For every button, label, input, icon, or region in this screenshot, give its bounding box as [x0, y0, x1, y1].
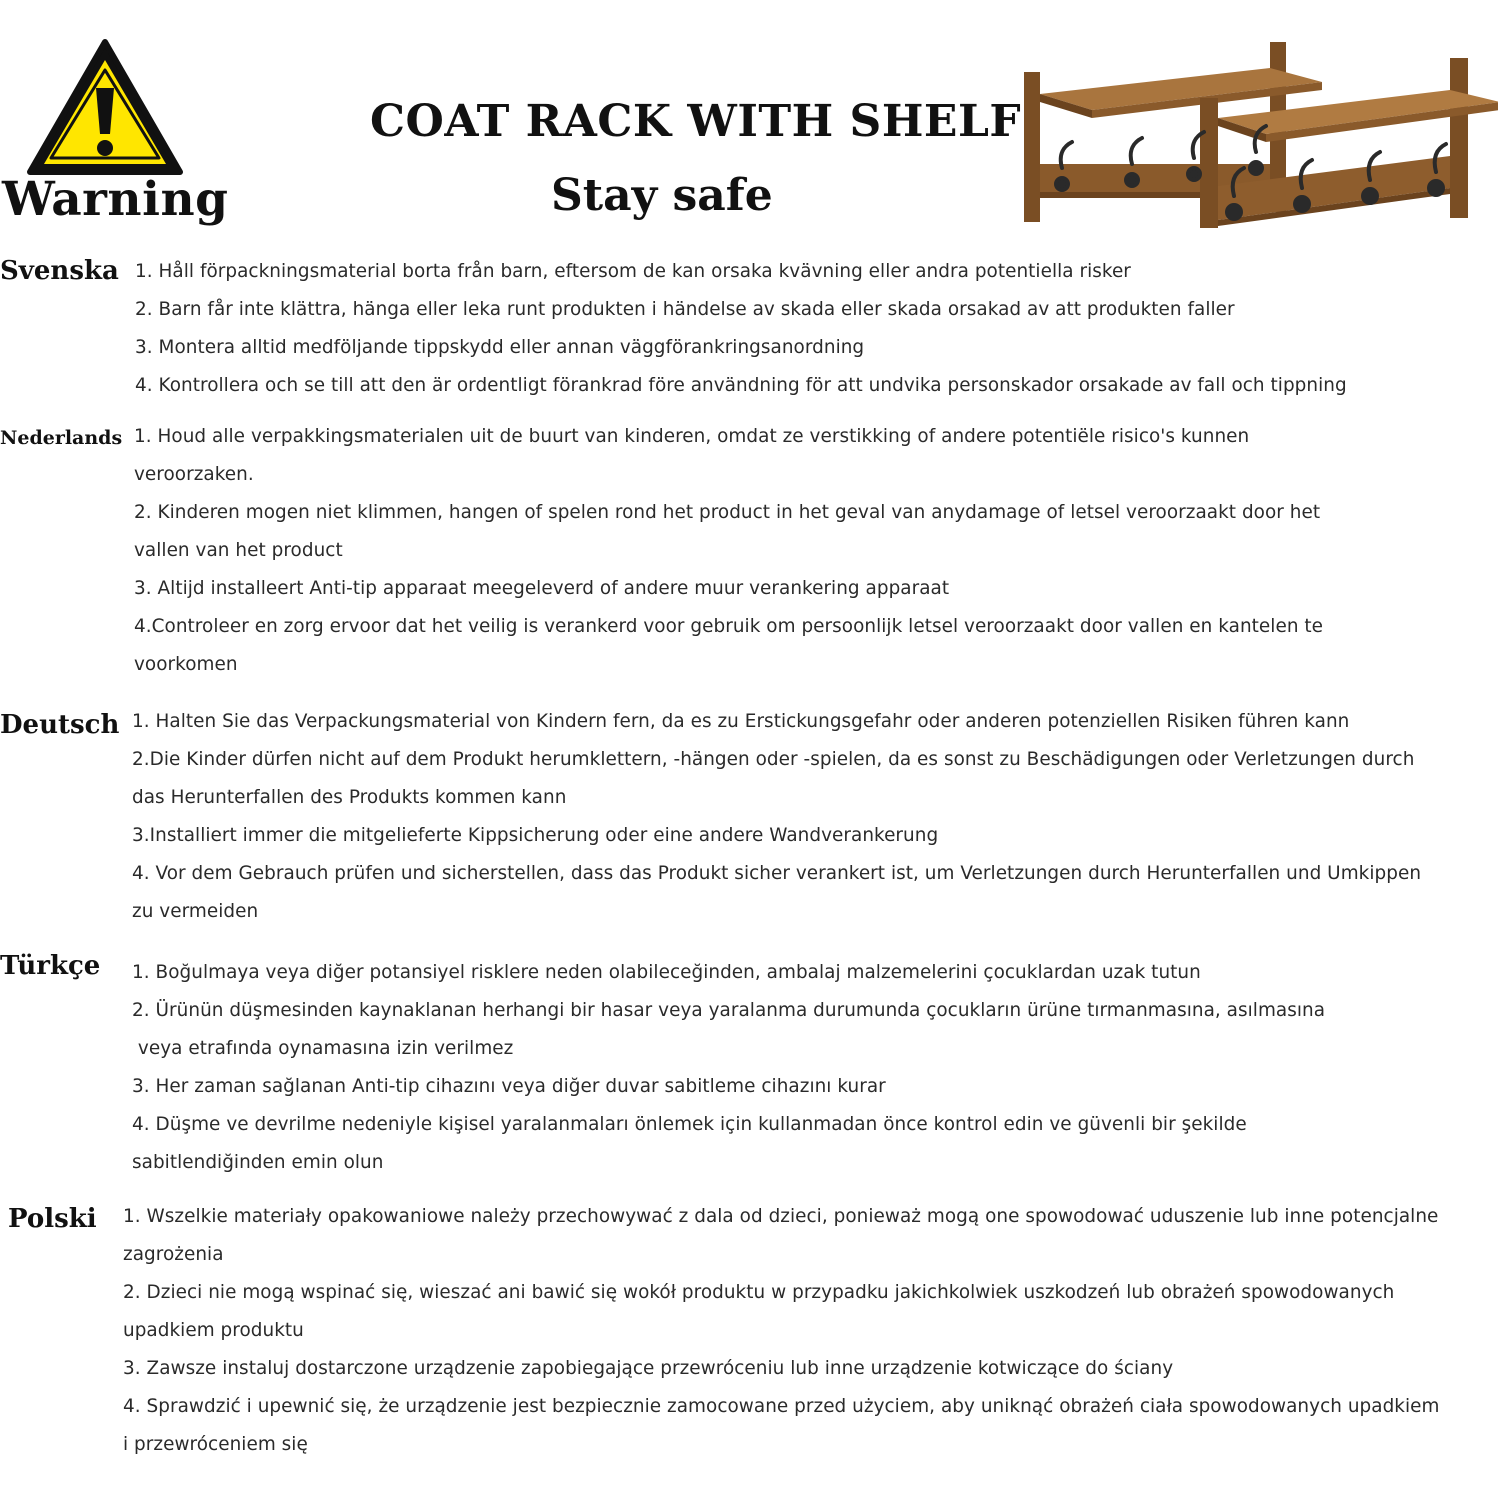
- deutsch-line-6: zu vermeiden: [132, 901, 259, 922]
- svenska-line-2: 2. Barn får inte klättra, hänga eller leka runt produkten i händelse av skada eller skada orsakad av att produkten faller: [135, 299, 1235, 320]
- polski-line-4: upadkiem produktu: [123, 1320, 304, 1341]
- polski-line-7: i przewróceniem się: [123, 1434, 308, 1455]
- polski-line-1: 1. Wszelkie materiały opakowaniowe należy przechowywać z dala od dzieci, ponieważ mogą one spowodować uduszenie lub inne potencjalne: [123, 1206, 1439, 1227]
- nederlands-line-1: 1. Houd alle verpakkingsmaterialen uit de buurt van kinderen, omdat ze verstikking of andere potentiële risico's kunnen: [134, 426, 1250, 447]
- language-heading-deutsch: Deutsch: [0, 710, 120, 740]
- deutsch-line-2: 2.Die Kinder dürfen nicht auf dem Produkt herumklettern, -hängen oder -spielen, da es sonst zu Beschädigungen oder Verletzungen durch: [132, 749, 1415, 770]
- polski-line-3: 2. Dzieci nie mogą wspinać się, wieszać ani bawić się wokół produktu w przypadku jakichkolwiek uszkodzeń lub obrażeń spowodowanych: [123, 1282, 1395, 1303]
- warning-triangle-icon: [26, 38, 184, 178]
- polski-line-2: zagrożenia: [123, 1244, 224, 1265]
- nederlands-line-4: vallen van het product: [134, 540, 343, 561]
- document-title: COAT RACK WITH SHELF: [370, 96, 1022, 147]
- language-heading-svenska: Svenska: [0, 256, 119, 286]
- svenska-line-3: 3. Montera alltid medföljande tippskydd eller annan väggförankringsanordning: [135, 337, 865, 358]
- deutsch-line-1: 1. Halten Sie das Verpackungsmaterial von Kindern fern, da es zu Erstickungsgefahr oder anderen potenziellen Risiken führen kann: [132, 711, 1350, 732]
- turkce-line-6: sabitlendiğinden emin olun: [132, 1152, 384, 1173]
- svenska-line-1: 1. Håll förpackningsmaterial borta från barn, eftersom de kan orsaka kvävning eller andra potentiella risker: [135, 261, 1131, 282]
- turkce-line-3: veya etrafında oynamasına izin verilmez: [132, 1038, 514, 1059]
- deutsch-line-3: das Herunterfallen des Produkts kommen kann: [132, 787, 567, 808]
- language-heading-nederlands: Nederlands: [0, 427, 123, 449]
- polski-line-5: 3. Zawsze instaluj dostarczone urządzenie zapobiegające przewróceniu lub inne urządzenie kotwiczące do ściany: [123, 1358, 1174, 1379]
- document-subtitle: Stay safe: [551, 170, 773, 221]
- nederlands-line-2: veroorzaken.: [134, 464, 254, 485]
- turkce-line-1: 1. Boğulmaya veya diğer potansiyel risklere neden olabileceğinden, ambalaj malzemelerini çocuklardan uzak tutun: [132, 962, 1201, 983]
- turkce-line-2: 2. Ürünün düşmesinden kaynaklanan herhangi bir hasar veya yaralanma durumunda çocukların ürüne tırmanmasına, asılmasına: [132, 1000, 1326, 1021]
- polski-line-6: 4. Sprawdzić i upewnić się, że urządzenie jest bezpiecznie zamocowane przed użyciem, aby uniknąć obrażeń ciała spowodowanych upadkiem: [123, 1396, 1440, 1417]
- deutsch-line-4: 3.Installiert immer die mitgelieferte Kippsicherung oder eine andere Wandverankerung: [132, 825, 939, 846]
- nederlands-line-3: 2. Kinderen mogen niet klimmen, hangen of spelen rond het product in het geval van anydamage of letsel veroorzaakt door het: [134, 502, 1321, 523]
- nederlands-line-6: 4.Controleer en zorg ervoor dat het veilig is verankerd voor gebruik om persoonlijk letsel veroorzaakt door vallen en kantelen te: [134, 616, 1324, 637]
- warning-label: Warning: [2, 172, 229, 227]
- coat-rack-product-image: [1018, 38, 1498, 234]
- turkce-line-5: 4. Düşme ve devrilme nedeniyle kişisel yaralanmaları önlemek için kullanmadan önce kontrol edin ve güvenli bir şekilde: [132, 1114, 1247, 1135]
- nederlands-line-7: voorkomen: [134, 654, 238, 675]
- turkce-line-4: 3. Her zaman sağlanan Anti-tip cihazını veya diğer duvar sabitleme cihazını kurar: [132, 1076, 886, 1097]
- nederlands-line-5: 3. Altijd installeert Anti-tip apparaat meegeleverd of andere muur verankering apparaat: [134, 578, 950, 599]
- language-heading-polski: Polski: [8, 1204, 97, 1234]
- language-heading-turkce: Türkçe: [0, 951, 101, 981]
- svenska-line-4: 4. Kontrollera och se till att den är ordentligt förankrad före användning för att undvika personskador orsakade av fall och tippning: [135, 375, 1347, 396]
- deutsch-line-5: 4. Vor dem Gebrauch prüfen und sicherstellen, dass das Produkt sicher verankert ist, um Verletzungen durch Herunterfallen und Umkippen: [132, 863, 1422, 884]
